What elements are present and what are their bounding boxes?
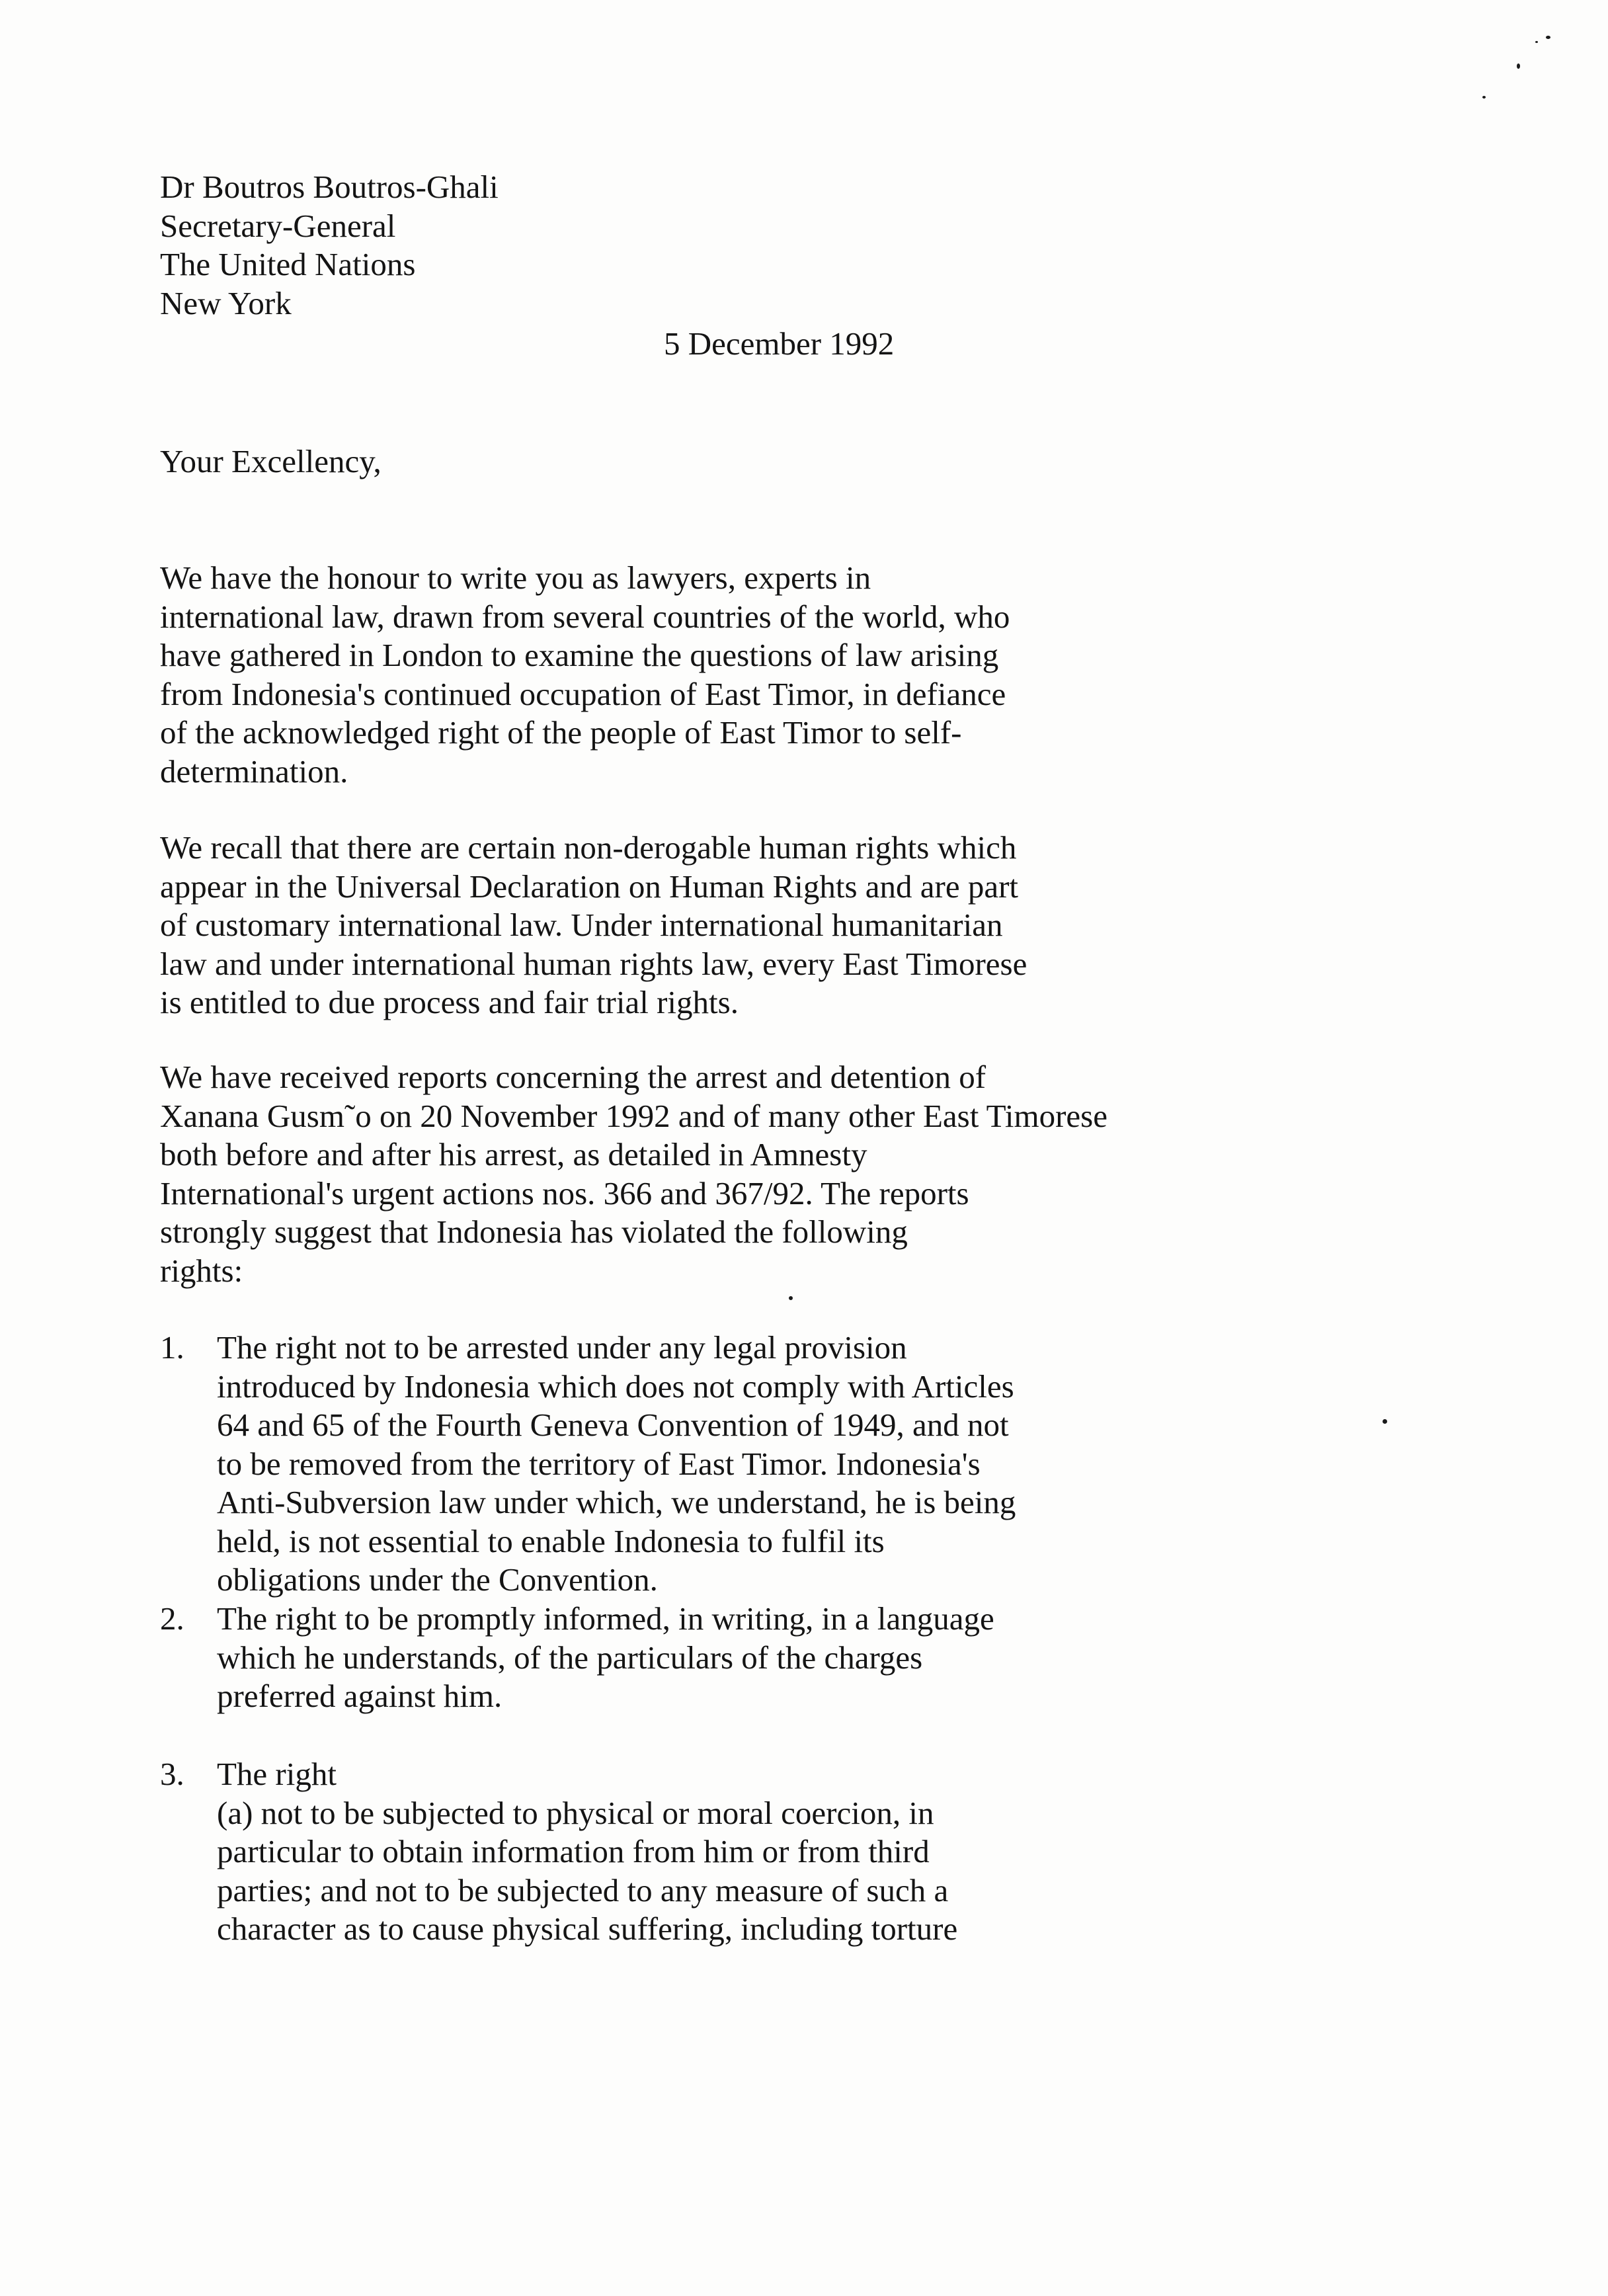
list-line: parties; and not to be subjected to any measure of such a xyxy=(217,1871,949,1908)
paragraph-line: rights: xyxy=(160,1252,243,1289)
list-line: 64 and 65 of the Fourth Geneva Convention of 1949, and not xyxy=(217,1407,1009,1443)
list-number: 1. xyxy=(160,1329,184,1366)
paragraph-line: strongly suggest that Indonesia has violated the following xyxy=(160,1213,908,1250)
paragraph-line: Xanana Gusm˜o on 20 November 1992 and of many other East Timorese xyxy=(160,1097,1107,1134)
list-line: character as to cause physical suffering, including torture xyxy=(217,1910,958,1947)
list-line: particular to obtain information from him or from third xyxy=(217,1833,930,1869)
paragraph-line: both before and after his arrest, as detailed in Amnesty xyxy=(160,1136,867,1172)
paragraph-3 xyxy=(160,1058,1107,1290)
list-line: which he understands, of the particulars of the charges xyxy=(217,1639,923,1676)
list-line: Anti-Subversion law under which, we understand, he is being xyxy=(217,1484,1016,1520)
scan-speck xyxy=(1546,36,1550,39)
recipient-organization: The United Nations xyxy=(160,246,416,282)
paragraph-line: International's urgent actions nos. 366 and 367/92. The reports xyxy=(160,1174,969,1211)
paragraph-line: of customary international law. Under international humanitarian xyxy=(160,907,1003,943)
paragraph-line: law and under international human rights law, every East Timorese xyxy=(160,945,1027,982)
list-line: The right to be promptly informed, in writing, in a language xyxy=(217,1600,994,1637)
scan-speck xyxy=(1535,41,1538,43)
paragraph-line: We have the honour to write you as lawyers, experts in xyxy=(160,559,871,596)
scan-speck xyxy=(1383,1419,1387,1424)
letter-date: 5 December 1992 xyxy=(664,325,895,362)
paragraph-line: We recall that there are certain non-derogable human rights which xyxy=(160,829,1017,866)
paragraph-line: determination. xyxy=(160,753,348,790)
recipient-name: Dr Boutros Boutros-Ghali xyxy=(160,169,499,205)
list-item-body xyxy=(217,1755,957,1949)
list-number: 3. xyxy=(160,1756,184,1792)
paragraph-1 xyxy=(160,559,1010,791)
paragraph-2 xyxy=(160,829,1027,1022)
scan-speck xyxy=(1482,96,1486,99)
list-number: 2. xyxy=(160,1600,184,1637)
paragraph-line: appear in the Universal Declaration on Human Rights and are part xyxy=(160,868,1019,905)
list-line: introduced by Indonesia which does not comply with Articles xyxy=(217,1368,1014,1405)
list-line: The right not to be arrested under any legal provision xyxy=(217,1329,907,1366)
paragraph-line: have gathered in London to examine the questions of law arising xyxy=(160,637,999,673)
paragraph-line: of the acknowledged right of the people of East Timor to self- xyxy=(160,714,962,751)
recipient-address xyxy=(160,168,499,323)
paragraph-line: from Indonesia's continued occupation of East Timor, in defiance xyxy=(160,675,1006,712)
list-line: (a) not to be subjected to physical or moral coercion, in xyxy=(217,1794,934,1831)
paragraph-line: international law, drawn from several countries of the world, who xyxy=(160,598,1010,635)
recipient-city: New York xyxy=(160,284,292,321)
scan-speck xyxy=(1517,63,1520,69)
list-item-body xyxy=(217,1600,994,1716)
list-line: The right xyxy=(217,1756,337,1792)
salutation: Your Excellency, xyxy=(160,443,382,479)
list-line: preferred against him. xyxy=(217,1678,502,1714)
list-line: held, is not essential to enable Indonesia to fulfil its xyxy=(217,1522,885,1559)
paragraph-line: We have received reports concerning the arrest and detention of xyxy=(160,1059,986,1095)
scan-speck xyxy=(789,1296,793,1300)
paragraph-line: is entitled to due process and fair trial rights. xyxy=(160,984,739,1020)
recipient-title: Secretary-General xyxy=(160,207,396,244)
list-line: obligations under the Convention. xyxy=(217,1561,658,1598)
list-item-body xyxy=(217,1329,1016,1600)
list-line: to be removed from the territory of East Timor. Indonesia's xyxy=(217,1445,981,1482)
